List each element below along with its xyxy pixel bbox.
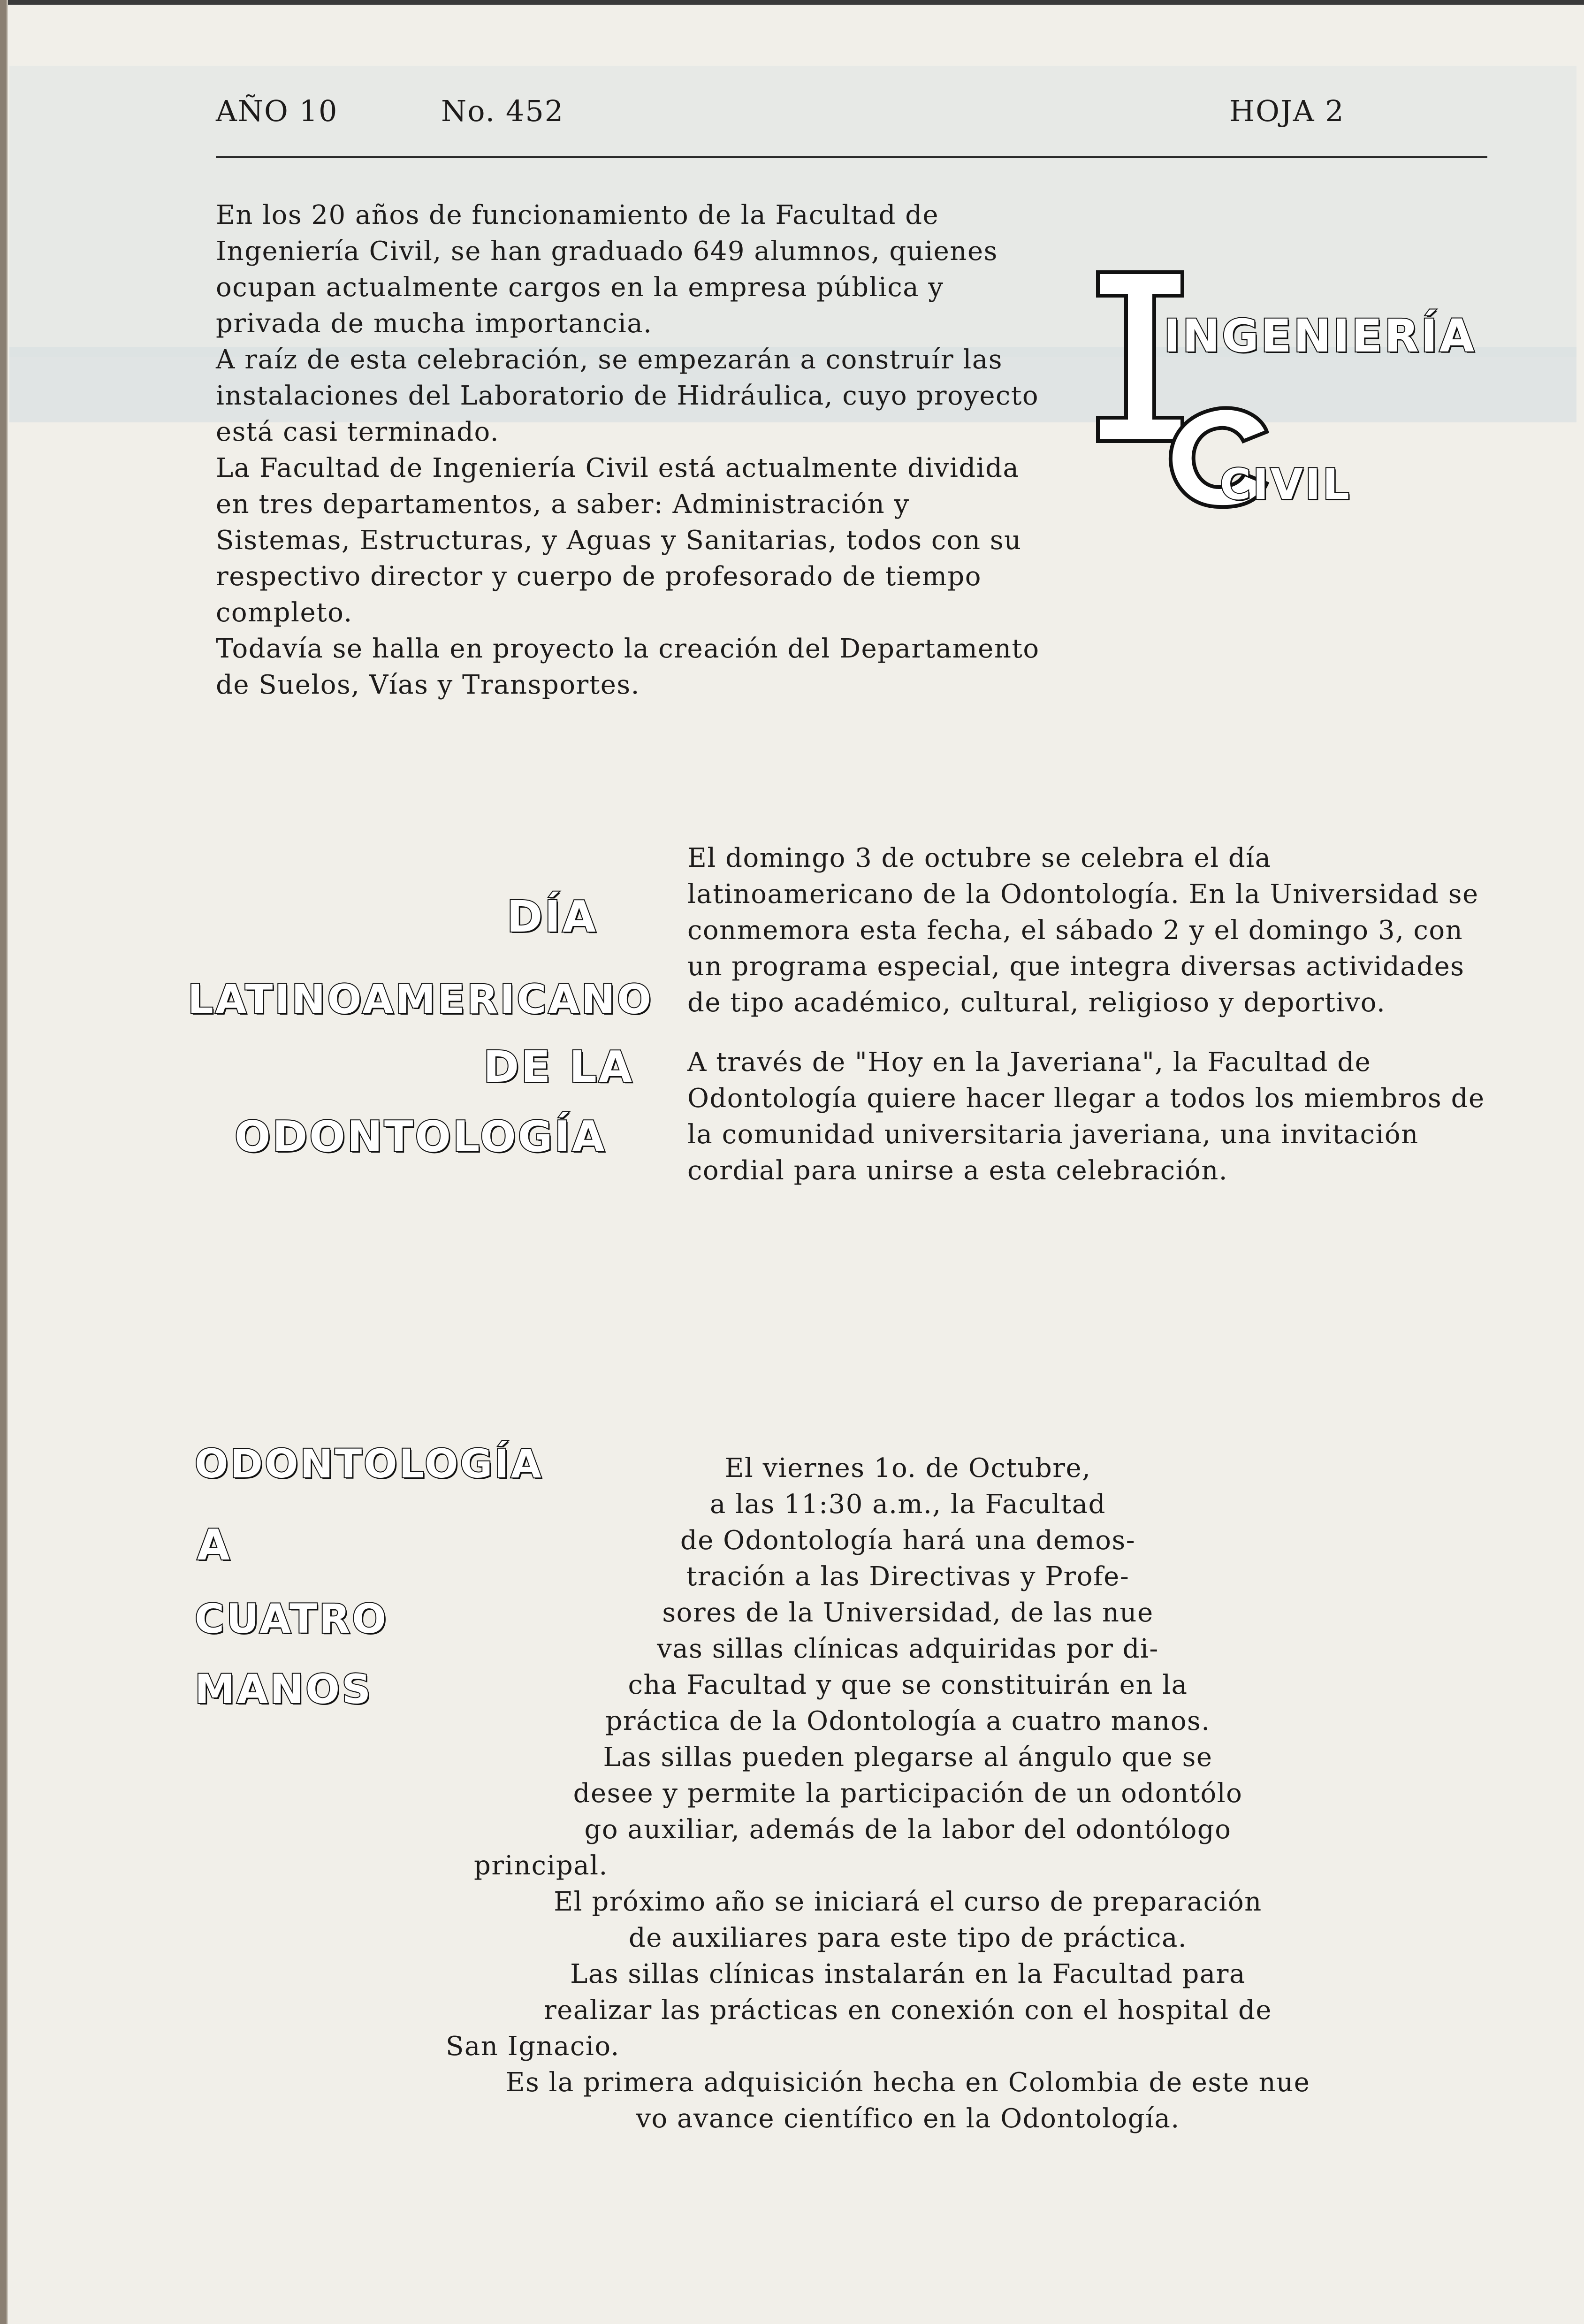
page-fold <box>7 0 8 2324</box>
cuatro-manos-line: San Ignacio. <box>446 2031 620 2062</box>
cuatro-manos-article <box>404 1450 1412 2137</box>
header-rule <box>216 156 1487 158</box>
cuatro-manos-line: cha Facultad y que se constituirán en la <box>628 1670 1188 1700</box>
cuatro-manos-line: Las sillas clínicas instalarán en la Facultad para <box>570 1959 1246 1989</box>
cuatro-manos-line: a las 11:30 a.m., la Facultad <box>709 1489 1106 1520</box>
odontologia-a-title-text: ODONTOLOGÍA <box>195 1441 543 1487</box>
cuatro-manos-line: go auxiliar, además de la labor del odontólogo <box>584 1814 1232 1845</box>
cuatro-title-text: CUATRO <box>195 1596 388 1643</box>
dia-paragraph-1: El domingo 3 de octubre se celebra el día latinoamericano de la Odontología. En la Universidad se conmemora esta fecha, el sábado 2 y el domingo 3, con un programa especial, que integra diversas actividades de tipo académico, cultural, religioso y deportivo. <box>687 843 1479 1018</box>
cuatro-manos-line: vas sillas clínicas adquiridas por di- <box>657 1634 1159 1664</box>
dia-paragraph-2: A través de "Hoy en la Javeriana", la Facultad de Odontología quiere hacer llegar a todos los miembros de la comunidad universitaria javeriana, una invitación cordial para unirse a esta celebración. <box>687 1047 1485 1186</box>
issue-number: No. 452 <box>441 94 564 128</box>
cuatro-manos-line: Las sillas pueden plegarse al ángulo que se <box>603 1742 1213 1773</box>
dia-latinoamericano-article <box>687 840 1485 1189</box>
cuatro-manos-line: vo avance científico en la Odontología. <box>636 2103 1180 2134</box>
ingenieria-paragraph-3: La Facultad de Ingeniería Civil está actualmente dividida en tres departamentos, a saber: Administración y Sistemas, Estructuras, y Aguas y Sanitarias, todos con su respectivo director y cuerpo de profesorado de tiempo completo. <box>216 453 1022 628</box>
cuatro-manos-line: desee y permite la participación de un odontólo <box>573 1778 1243 1809</box>
a-title-text: A <box>197 1521 232 1570</box>
issue-year: AÑO 10 <box>216 94 338 128</box>
cuatro-manos-line: práctica de la Odontología a cuatro manos. <box>605 1706 1211 1736</box>
cuatro-manos-line: principal. <box>474 1850 608 1881</box>
cuatro-manos-line: de auxiliares para este tipo de práctica. <box>628 1923 1188 1953</box>
ingenieria-article <box>216 197 1051 703</box>
civil-title-text: CIVIL <box>1220 460 1352 509</box>
manos-title-text: MANOS <box>195 1666 373 1713</box>
cuatro-manos-line: Es la primera adquisición hecha en Colombia de este nue <box>505 2067 1310 2098</box>
cuatro-manos-line: El viernes 1o. de Octubre, <box>724 1453 1091 1483</box>
ingenieria-paragraph-2: A raíz de esta celebración, se empezarán a construír las instalaciones del Laboratorio de Hidráulica, cuyo proyecto está casi terminado. <box>216 344 1039 447</box>
ingenieria-paragraph-4: Todavía se halla en proyecto la creación del Departamento de Suelos, Vías y Transportes. <box>216 634 1040 700</box>
cuatro-manos-line: sores de la Universidad, de las nue <box>662 1598 1154 1628</box>
ingenieria-title-text: INGENIERÍA <box>1164 310 1477 362</box>
de-la-title-text: DE LA <box>483 1042 634 1092</box>
sheet-number: HOJA 2 <box>1229 94 1345 128</box>
cuatro-manos-line: realizar las prácticas en conexión con el hospital de <box>543 1995 1272 2026</box>
latinoamericano-title-text: LATINOAMERICANO <box>188 976 653 1023</box>
cuatro-manos-line: de Odontología hará una demos- <box>680 1525 1136 1556</box>
ingenieria-paragraph-1: En los 20 años de funcionamiento de la Facultad de Ingeniería Civil, se han graduado 649 alumnos, quienes ocupan actualmente cargos en la empresa pública y privada de mucha importancia. <box>216 200 998 339</box>
cuatro-manos-line: tración a las Directivas y Profe- <box>686 1561 1130 1592</box>
cuatro-manos-line: El próximo año se iniciará el curso de preparación <box>554 1887 1262 1917</box>
odontologia-title-text: ODONTOLOGÍA <box>235 1112 607 1162</box>
ingenieria-civil-title <box>1079 263 1501 526</box>
dia-title-text: DÍA <box>507 892 598 942</box>
paper-top-edge <box>0 0 1584 5</box>
dia-latinoamericano-title <box>188 892 657 1183</box>
